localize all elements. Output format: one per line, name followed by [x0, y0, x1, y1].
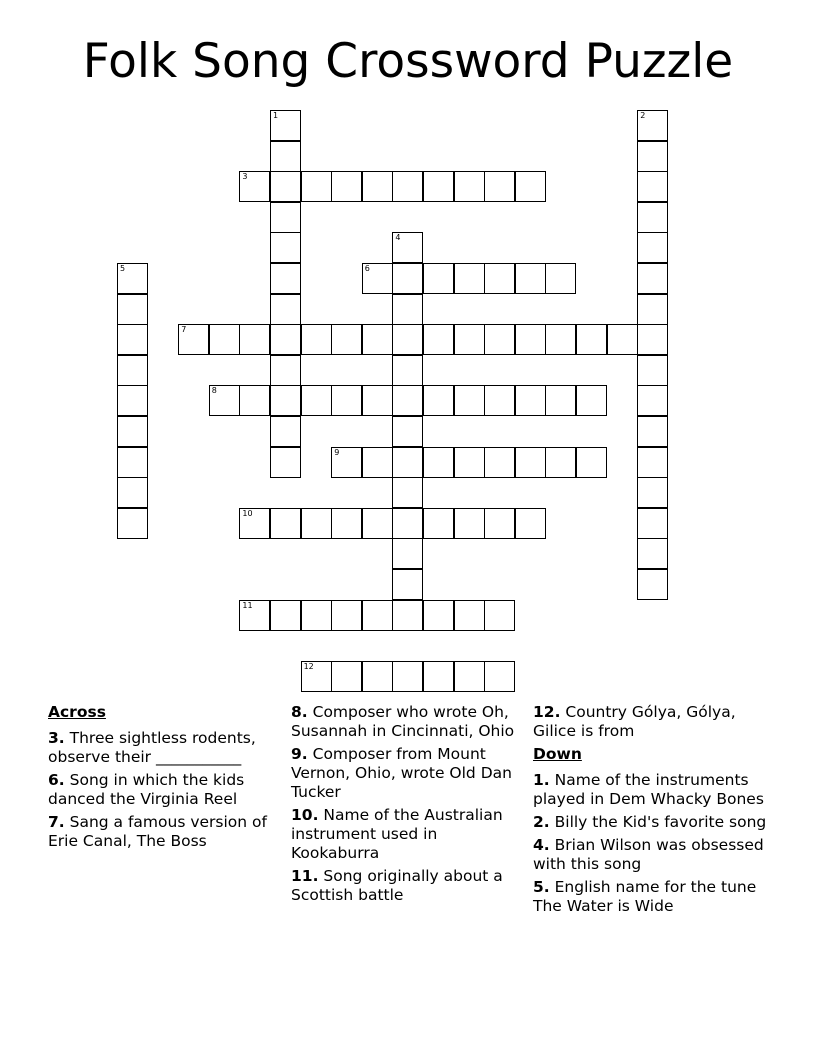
- grid-cell[interactable]: [637, 538, 668, 569]
- grid-cell[interactable]: [454, 508, 485, 539]
- down-clue: [533, 813, 773, 832]
- clue-number: 3: [48, 729, 59, 747]
- grid-cell[interactable]: [484, 600, 515, 631]
- clue-period: .: [58, 813, 65, 831]
- grid-cell[interactable]: [484, 508, 515, 539]
- grid-cell[interactable]: [545, 447, 576, 478]
- grid-cell[interactable]: [362, 508, 393, 539]
- grid-cell[interactable]: [637, 263, 668, 294]
- grid-cell[interactable]: [484, 385, 515, 416]
- grid-cell[interactable]: [331, 324, 362, 355]
- cell-number: 10: [242, 508, 253, 518]
- grid-cell[interactable]: [362, 447, 393, 478]
- grid-cell[interactable]: [117, 355, 148, 386]
- clue-number: 11: [291, 867, 313, 885]
- grid-cell[interactable]: [423, 508, 454, 539]
- grid-cell[interactable]: [331, 508, 362, 539]
- grid-cell[interactable]: [515, 385, 546, 416]
- grid-cell[interactable]: [331, 385, 362, 416]
- grid-cell[interactable]: [392, 538, 423, 569]
- grid-cell[interactable]: [270, 202, 301, 233]
- grid-cell[interactable]: [454, 385, 485, 416]
- clue-period: .: [543, 813, 550, 831]
- across-clue: [48, 771, 283, 809]
- clue-number: 12: [533, 703, 555, 721]
- grid-cell[interactable]: [392, 477, 423, 508]
- grid-cell[interactable]: [362, 263, 393, 294]
- clue-column-3: [533, 703, 773, 920]
- clue-text: Song originally about a Scottish battle: [291, 867, 503, 904]
- grid-cell[interactable]: [637, 477, 668, 508]
- grid-cell[interactable]: [239, 385, 270, 416]
- across-clue: [48, 729, 283, 767]
- grid-cell[interactable]: [637, 110, 668, 141]
- grid-cell[interactable]: [637, 385, 668, 416]
- grid-cell[interactable]: [423, 447, 454, 478]
- grid-cell[interactable]: [637, 569, 668, 600]
- grid-cell[interactable]: [392, 416, 423, 447]
- grid-cell[interactable]: [637, 416, 668, 447]
- grid-cell[interactable]: [515, 447, 546, 478]
- clue-text: Composer who wrote Oh, Susannah in Cincinnati, Ohio: [291, 703, 515, 740]
- clue-text: Name of the Australian instrument used in Kookaburra: [291, 806, 503, 862]
- across-clue: [48, 813, 283, 851]
- grid-cell[interactable]: [637, 171, 668, 202]
- grid-cell[interactable]: [515, 324, 546, 355]
- grid-cell[interactable]: [117, 447, 148, 478]
- cell-number: 11: [242, 600, 253, 610]
- cell-number: 1: [273, 111, 279, 120]
- clue-period: .: [58, 729, 65, 747]
- grid-cell[interactable]: [637, 141, 668, 172]
- grid-cell[interactable]: [331, 447, 362, 478]
- grid-cell[interactable]: [637, 232, 668, 263]
- grid-cell[interactable]: [331, 171, 362, 202]
- grid-cell[interactable]: [392, 355, 423, 386]
- clue-column-1: [48, 703, 283, 855]
- clue-text: English name for the tune The Water is Wide: [533, 878, 757, 915]
- grid-cell[interactable]: [392, 661, 423, 692]
- grid-cell[interactable]: [301, 385, 332, 416]
- grid-cell[interactable]: [178, 324, 209, 355]
- grid-cell[interactable]: [392, 600, 423, 631]
- grid-cell[interactable]: [423, 263, 454, 294]
- grid-cell[interactable]: [484, 447, 515, 478]
- grid-cell[interactable]: [392, 569, 423, 600]
- grid-cell[interactable]: [515, 263, 546, 294]
- grid-cell[interactable]: [270, 232, 301, 263]
- grid-cell[interactable]: [301, 661, 332, 692]
- grid-cell[interactable]: [392, 263, 423, 294]
- grid-cell[interactable]: [301, 600, 332, 631]
- grid-cell[interactable]: [423, 600, 454, 631]
- page-title: Folk Song Crossword Puzzle: [82, 34, 734, 89]
- grid-cell[interactable]: [454, 600, 485, 631]
- grid-cell[interactable]: [576, 324, 607, 355]
- cell-number: 5: [120, 264, 126, 273]
- across-clue: [291, 703, 521, 741]
- clue-number: 7: [48, 813, 59, 831]
- grid-cell[interactable]: [362, 661, 393, 692]
- grid-cell[interactable]: [270, 171, 301, 202]
- grid-cell[interactable]: [637, 447, 668, 478]
- grid-cell[interactable]: [117, 294, 148, 325]
- clue-period: .: [543, 771, 550, 789]
- clue-period: .: [312, 806, 319, 824]
- grid-cell[interactable]: [392, 294, 423, 325]
- down-clue: [533, 836, 773, 874]
- grid-cell[interactable]: [392, 324, 423, 355]
- grid-cell[interactable]: [454, 171, 485, 202]
- grid-cell[interactable]: [454, 661, 485, 692]
- across-heading: Across: [48, 703, 106, 721]
- clue-number: 6: [48, 771, 59, 789]
- grid-cell[interactable]: [270, 263, 301, 294]
- grid-cell[interactable]: [576, 385, 607, 416]
- grid-cell[interactable]: [362, 171, 393, 202]
- grid-cell[interactable]: [484, 263, 515, 294]
- grid-cell[interactable]: [637, 294, 668, 325]
- clue-number: 5: [533, 878, 544, 896]
- grid-cell[interactable]: [270, 416, 301, 447]
- grid-cell[interactable]: [239, 171, 270, 202]
- grid-cell[interactable]: [270, 508, 301, 539]
- cell-number: 12: [303, 661, 314, 671]
- across-clue: [291, 806, 521, 863]
- clue-period: .: [312, 867, 319, 885]
- across-clue: [291, 745, 521, 802]
- cell-number: 6: [364, 264, 370, 273]
- grid-cell[interactable]: [423, 324, 454, 355]
- grid-cell[interactable]: [270, 141, 301, 172]
- clue-period: .: [301, 745, 308, 763]
- clue-text: Name of the instruments played in Dem Whacky Bones: [533, 771, 764, 808]
- grid-cell[interactable]: [392, 232, 423, 263]
- grid-cell[interactable]: [423, 171, 454, 202]
- grid-cell[interactable]: [239, 600, 270, 631]
- grid-cell[interactable]: [270, 294, 301, 325]
- grid-cell[interactable]: [454, 263, 485, 294]
- grid-cell[interactable]: [209, 324, 240, 355]
- grid-cell[interactable]: [607, 324, 638, 355]
- grid-cell[interactable]: [515, 508, 546, 539]
- grid-cell[interactable]: [117, 324, 148, 355]
- clue-number: 1: [533, 771, 544, 789]
- cell-number: 9: [334, 447, 340, 457]
- clue-period: .: [301, 703, 308, 721]
- grid-cell[interactable]: [362, 600, 393, 631]
- clue-period: .: [58, 771, 65, 789]
- down-heading: Down: [533, 745, 582, 763]
- grid-cell[interactable]: [454, 324, 485, 355]
- grid-cell[interactable]: [484, 661, 515, 692]
- grid-cell[interactable]: [423, 385, 454, 416]
- grid-cell[interactable]: [392, 508, 423, 539]
- grid-cell[interactable]: [454, 447, 485, 478]
- grid-cell[interactable]: [331, 661, 362, 692]
- down-clue: [533, 878, 773, 916]
- cell-number: 7: [181, 325, 187, 335]
- clue-text: Song in which the kids danced the Virginia Reel: [48, 771, 245, 808]
- grid-cell[interactable]: [117, 263, 148, 294]
- cell-number: 2: [640, 111, 646, 120]
- grid-cell[interactable]: [117, 416, 148, 447]
- clue-text: Three sightless rodents, observe their ___________: [48, 729, 256, 766]
- grid-cell[interactable]: [117, 477, 148, 508]
- grid-cell[interactable]: [301, 508, 332, 539]
- grid-cell[interactable]: [637, 355, 668, 386]
- grid-cell[interactable]: [270, 355, 301, 386]
- grid-cell[interactable]: [545, 324, 576, 355]
- grid-cell[interactable]: [270, 385, 301, 416]
- grid-cell[interactable]: [270, 447, 301, 478]
- grid-cell[interactable]: [637, 202, 668, 233]
- cell-number: 4: [395, 233, 401, 243]
- clue-text: Brian Wilson was obsessed with this song: [533, 836, 764, 873]
- clue-text: Country Gólya, Gólya, Gilice is from: [533, 703, 736, 740]
- clue-number: 2: [533, 813, 544, 831]
- grid-cell[interactable]: [423, 661, 454, 692]
- grid-cell[interactable]: [392, 171, 423, 202]
- grid-cell[interactable]: [637, 324, 668, 355]
- grid-cell[interactable]: [637, 508, 668, 539]
- grid-cell[interactable]: [484, 324, 515, 355]
- cell-number: 3: [242, 172, 248, 182]
- grid-cell[interactable]: [362, 324, 393, 355]
- across-clue: [533, 703, 773, 741]
- grid-cell[interactable]: [239, 324, 270, 355]
- grid-cell[interactable]: [301, 171, 332, 202]
- clue-period: .: [554, 703, 561, 721]
- grid-cell[interactable]: [362, 385, 393, 416]
- clue-number: 9: [291, 745, 302, 763]
- clue-period: .: [543, 836, 550, 854]
- grid-cell[interactable]: [270, 324, 301, 355]
- down-clue: [533, 771, 773, 809]
- grid-cell[interactable]: [239, 508, 270, 539]
- clue-period: .: [543, 878, 550, 896]
- clue-number: 8: [291, 703, 302, 721]
- grid-cell[interactable]: [484, 171, 515, 202]
- grid-cell[interactable]: [270, 600, 301, 631]
- grid-cell[interactable]: [301, 324, 332, 355]
- cell-number: 8: [211, 386, 217, 396]
- grid-cell[interactable]: [392, 385, 423, 416]
- grid-cell[interactable]: [270, 110, 301, 141]
- grid-cell[interactable]: [576, 447, 607, 478]
- grid-cell[interactable]: [515, 171, 546, 202]
- clue-text: Sang a famous version of Erie Canal, The Boss: [48, 813, 267, 850]
- clue-text: Composer from Mount Vernon, Ohio, wrote Old Dan Tucker: [291, 745, 512, 801]
- grid-cell[interactable]: [545, 263, 576, 294]
- across-clue: [291, 867, 521, 905]
- grid-cell[interactable]: [117, 385, 148, 416]
- clue-number: 4: [533, 836, 544, 854]
- grid-cell[interactable]: [209, 385, 240, 416]
- grid-cell[interactable]: [392, 447, 423, 478]
- clue-number: 10: [291, 806, 313, 824]
- grid-cell[interactable]: [545, 385, 576, 416]
- clue-text: Billy the Kid's favorite song: [554, 813, 767, 831]
- clue-column-2: [291, 703, 521, 909]
- grid-cell[interactable]: [117, 508, 148, 539]
- grid-cell[interactable]: [331, 600, 362, 631]
